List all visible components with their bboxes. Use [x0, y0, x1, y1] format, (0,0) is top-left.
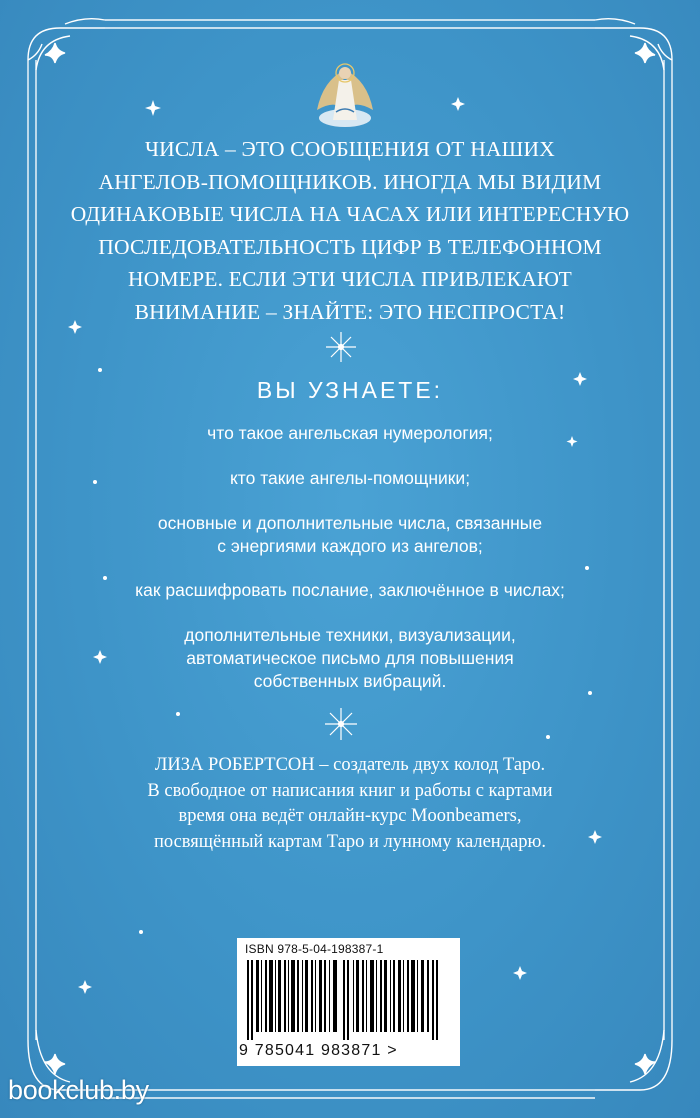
compass-star-divider-icon [325, 708, 357, 740]
isbn-label: ISBN 978-5-04-198387-1 [245, 942, 384, 956]
author-line: время она ведёт онлайн-курс Moonbeamers, [178, 806, 522, 826]
list-item [60, 579, 640, 602]
intro-line: ЧИСЛА – ЭТО СООБЩЕНИЯ ОТ НАШИХ [144, 137, 556, 161]
barcode-panel [237, 938, 460, 1066]
list-item-line: автоматическое письмо для повышения [186, 648, 514, 668]
list-item-line: как расшифровать послание, заключённое в числах; [135, 580, 565, 600]
list-item [60, 624, 640, 693]
list-item [60, 422, 640, 445]
author-bio [60, 753, 640, 855]
author-line: В свободное от написания книг и работы с картами [147, 780, 553, 801]
list-item-line: кто такие ангелы-помощники; [229, 468, 471, 488]
corner-ornament-icon [595, 1030, 672, 1090]
intro-line: ПОСЛЕДОВАТЕЛЬНОСТЬ ЦИФР В ТЕЛЕФОННОМ [98, 234, 602, 259]
intro-text [60, 133, 640, 328]
list-item-line: что такое ангельская нумерология; [207, 423, 493, 443]
barcode-number: 9 785041 983871 > [239, 1042, 398, 1059]
intro-line: ВНИМАНИЕ – ЗНАЙТЕ: ЭТО НЕСПРОСТА! [134, 299, 566, 324]
list-item-line: дополнительные техники, визуализации, [184, 625, 516, 645]
author-line: посвящённый картам Таро и лунному календарю. [153, 831, 547, 852]
intro-line: ОДИНАКОВЫЕ ЧИСЛА НА ЧАСАХ ИЛИ ИНТЕРЕСНУЮ [70, 202, 630, 226]
list-item-line: с энергиями каждого из ангелов; [217, 536, 483, 556]
corner-ornament-icon [595, 19, 672, 70]
author-line: ЛИЗА РОБЕРТСОН – создатель двух колод Таро. [154, 755, 546, 775]
list-item [60, 512, 640, 558]
list-item-line: собственных вибраций. [253, 671, 447, 691]
intro-line: АНГЕЛОВ-ПОМОЩНИКОВ. ИНОГДА МЫ ВИДИМ [98, 169, 602, 194]
intro-line: НОМЕРЕ. ЕСЛИ ЭТИ ЧИСЛА ПРИВЛЕКАЮТ [128, 267, 572, 291]
corner-ornament-icon [28, 19, 105, 70]
compass-star-divider-icon [326, 332, 356, 362]
site-watermark: bookclub.by [8, 1075, 149, 1105]
barcode-icon [247, 960, 452, 1040]
list-item-line: основные и дополнительные числа, связанные [157, 513, 543, 533]
angel-emblem-icon [317, 64, 373, 127]
section-heading: ВЫ УЗНАЕТЕ: [256, 377, 444, 403]
list-item [60, 467, 640, 490]
